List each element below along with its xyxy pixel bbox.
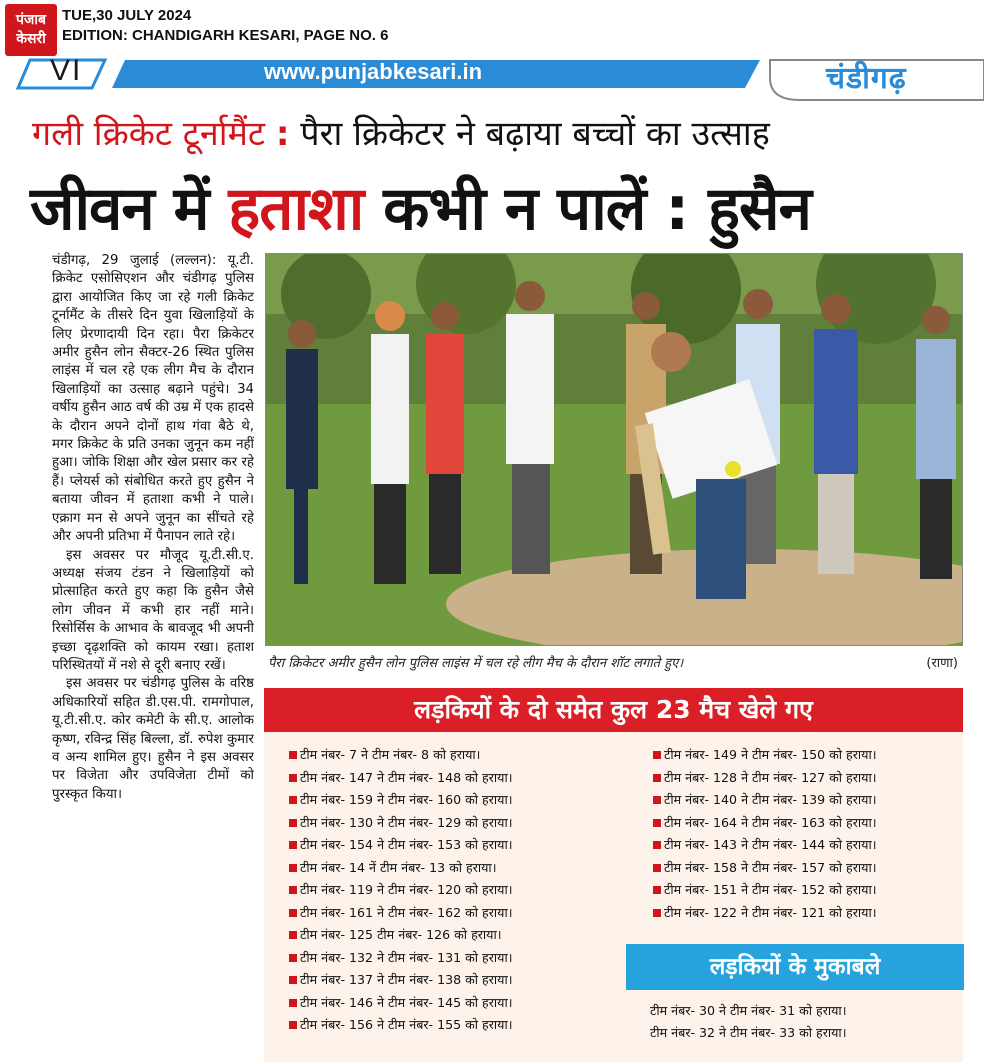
girls-matches-banner: लड़कियों के मुकाबले <box>626 944 964 990</box>
headline-red-word: हताशा <box>228 174 364 244</box>
match-result-item: टीम नंबर- 7 ने टीम नंबर- 8 को हराया। <box>289 744 513 767</box>
dateline <box>62 6 388 46</box>
girls-match-results <box>650 1000 846 1044</box>
match-result-item: टीम नंबर- 14 नें टीम नंबर- 13 को हराया। <box>289 857 513 880</box>
cricket-scene-illustration <box>266 254 963 646</box>
match-result-item: टीम नंबर- 147 ने टीम नंबर- 148 को हराया। <box>289 767 513 790</box>
kicker-red-text: गली क्रिकेट टूर्नामैंट <box>32 114 266 154</box>
city-section-label: चंडीगढ़ <box>826 61 907 96</box>
publication-date: TUE,30 JULY 2024 <box>62 7 192 24</box>
match-result-item: टीम नंबर- 146 ने टीम नंबर- 145 को हराया। <box>289 992 513 1015</box>
match-result-item: टीम नंबर- 154 ने टीम नंबर- 153 को हराया। <box>289 834 513 857</box>
girls-match-result-item: टीम नंबर- 30 ने टीम नंबर- 31 को हराया। <box>650 1003 847 1018</box>
punjab-kesari-logo <box>5 4 57 56</box>
photo-credit: (राणा) <box>926 656 958 671</box>
match-results-left <box>289 744 513 1037</box>
news-photo <box>265 253 963 646</box>
article-body <box>52 252 254 1060</box>
website-link[interactable]: www.punjabkesari.in <box>264 59 483 84</box>
edition-info: EDITION: CHANDIGARH KESARI, PAGE NO. 6 <box>62 27 389 44</box>
match-result-item: टीम नंबर- 140 ने टीम नंबर- 139 को हराया। <box>653 789 877 812</box>
match-result-item: टीम नंबर- 159 ने टीम नंबर- 160 को हराया। <box>289 789 513 812</box>
match-result-item: टीम नंबर- 119 ने टीम नंबर- 120 को हराया। <box>289 879 513 902</box>
kicker-headline <box>32 108 962 160</box>
match-result-item: टीम नंबर- 132 ने टीम नंबर- 131 को हराया। <box>289 947 513 970</box>
article-paragraph-3: इस अवसर पर चंडीगढ़ पुलिस के वरिष्ठ अधिकारियों सहित डी.एस.पी. रामगोपाल, यू.टी.सी.ए. कोर कमेटी के सी.ए. आलोक कृष्ण, रविन्द्र सिंह बिल्ला, डॉ. रुपेश कुमार व अन्य शामिल हुए। हुसैन ने इस अवसर पर विजेता और उपविजेता टीमों को पुरस्कृत किया। <box>52 676 254 802</box>
match-result-item: टीम नंबर- 161 ने टीम नंबर- 162 को हराया। <box>289 902 513 925</box>
caption-text: पैरा क्रिकेटर अमीर हुसैन लोन पुलिस लाइंस में चल रहे लीग मैच के दौरान शॉट लगाते हुए। <box>268 656 684 671</box>
match-result-item: टीम नंबर- 164 ने टीम नंबर- 163 को हराया। <box>653 812 877 835</box>
match-result-item: टीम नंबर- 149 ने टीम नंबर- 150 को हराया। <box>653 744 877 767</box>
match-result-item: टीम नंबर- 128 ने टीम नंबर- 127 को हराया। <box>653 767 877 790</box>
match-result-item: टीम नंबर- 125 टीम नंबर- 126 को हराया। <box>289 924 513 947</box>
match-result-item: टीम नंबर- 156 ने टीम नंबर- 155 को हराया। <box>289 1014 513 1037</box>
match-result-item: टीम नंबर- 122 ने टीम नंबर- 121 को हराया। <box>653 902 877 925</box>
match-result-item: टीम नंबर- 130 ने टीम नंबर- 129 को हराया। <box>289 812 513 835</box>
article-paragraph-1: चंडीगढ़, 29 जुलाई (लल्लन): यू.टी. क्रिकेट एसोसिएशन और चंडीगढ़ पुलिस द्वारा आयोजित किए जा रहे गली क्रिकेट टूर्नामैंट के तीसरे दिन युवा खिलाड़ियों के लिए प्रेरणादायी दिन रहा। पैरा क्रिकेटर अमीर हुसैन लोन सैक्टर-26 स्थित पुलिस लाइंस में चल रहे एक लीग मैच के दौरान खिलाड़ियों का उत्साह बढ़ाने पहुंचे। 34 वर्षीय हुसैन आठ वर्ष की उम्र में एक हादसे के दौरान अपने दोनों हाथ गंवा बैठे थे, मगर क्रिकेट के प्रति उनका जुनून कम नहीं हुआ। जोकि शिक्षा और खेल प्रसार कर रहे हैं। प्लेयर्स को संबोधित करते हुए हुसैन ने बताया जीवन में हताशा कभी ने पाले। एक्राग मन से अपने जुनून का सींचते रहे और अपनी प्रतिभा में पैनापन लाते रहे। <box>52 253 254 545</box>
match-result-item: टीम नंबर- 158 ने टीम नंबर- 157 को हराया। <box>653 857 877 880</box>
headline-part-2: कभी न पालें : हुसैन <box>383 174 811 244</box>
match-result-item: टीम नंबर- 137 ने टीम नंबर- 138 को हराया। <box>289 969 513 992</box>
page-number: VI <box>50 54 83 87</box>
match-result-item: टीम नंबर- 151 ने टीम नंबर- 152 को हराया। <box>653 879 877 902</box>
kicker-separator: : <box>275 114 290 154</box>
main-headline <box>30 168 964 250</box>
match-result-item: टीम नंबर- 143 ने टीम नंबर- 144 को हराया। <box>653 834 877 857</box>
logo-line-2: केसरी <box>16 31 46 47</box>
girls-match-result-item: टीम नंबर- 32 ने टीम नंबर- 33 को हराया। <box>650 1025 847 1040</box>
logo-line-1: पंजाब <box>16 12 46 28</box>
article-paragraph-2: इस अवसर पर मौजूद यू.टी.सी.ए. अध्यक्ष संजय टंडन ने खिलाड़ियों को प्रोत्साहित करते हुए कहा कि हुसैन जैसे लोग जीवन में कभी हार नहीं माने। रिसोर्सिस के आभाव के बावजूद भी अपनी इच्छा दृढ़शक्ति को कायम रखा। हताश परिस्थितयों में नशे से दूरी बनाए रखें। <box>52 547 254 673</box>
headline-part-1: जीवन में <box>30 174 209 244</box>
kicker-black-text: पैरा क्रिकेटर ने बढ़ाया बच्चों का उत्साह <box>300 114 770 154</box>
matches-banner: लड़कियों के दो समेत कुल 23 मैच खेले गए <box>264 688 963 732</box>
match-results-right <box>653 744 877 924</box>
photo-caption <box>268 655 958 673</box>
